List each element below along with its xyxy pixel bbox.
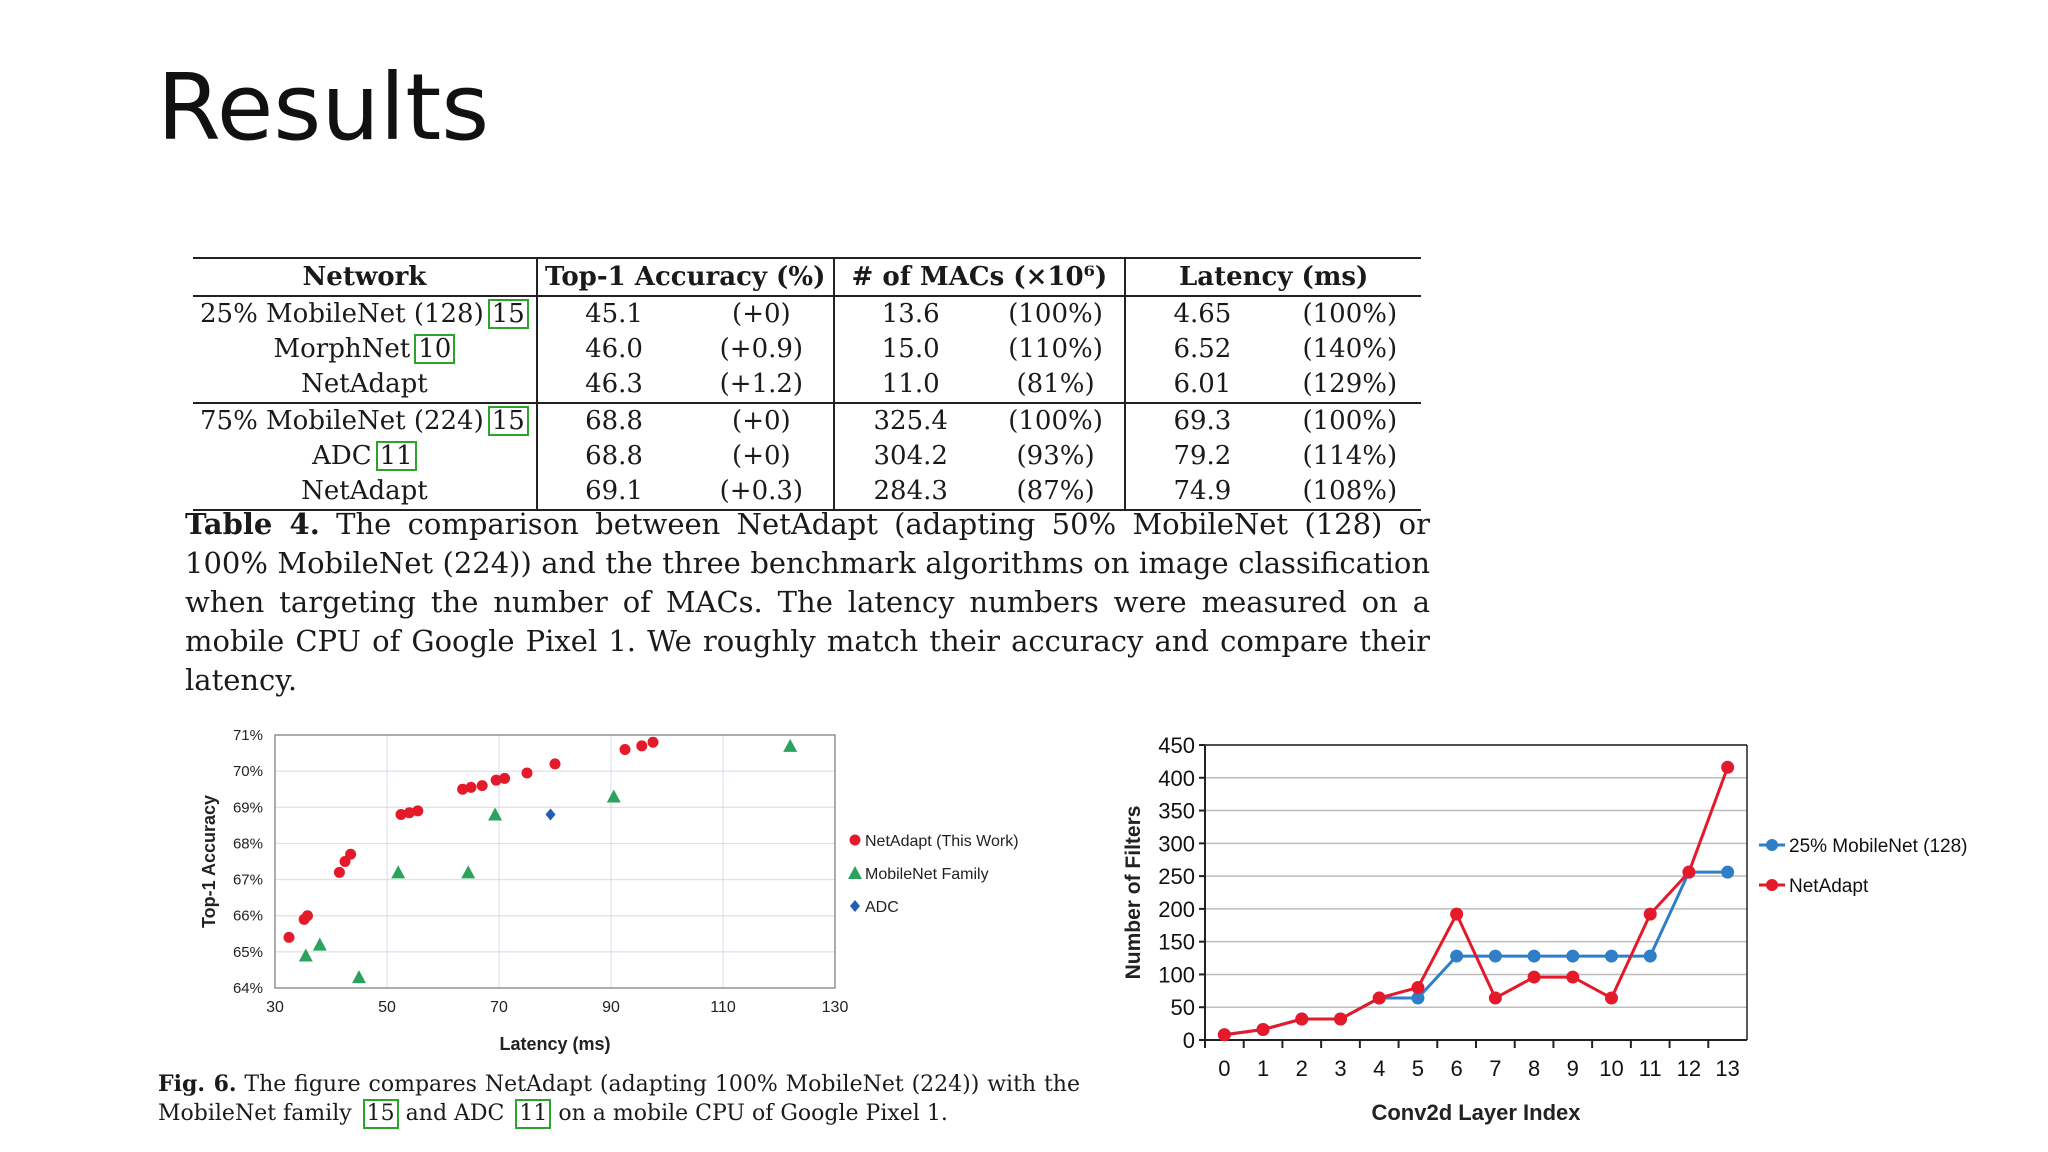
series-point — [1605, 992, 1618, 1005]
cell-lat — [1125, 403, 1278, 439]
series-point — [1450, 908, 1463, 921]
y-tick-label: 300 — [1158, 831, 1195, 857]
cell-value: NetAdapt — [301, 476, 428, 506]
cell-value: (129%) — [1302, 369, 1398, 399]
series-point — [1644, 950, 1657, 963]
figure-ref-15[interactable]: 15 — [363, 1099, 399, 1129]
cell-value: (+0) — [732, 299, 791, 329]
cell-value: (+0) — [732, 441, 791, 471]
series-point — [1295, 1013, 1308, 1026]
figure-caption — [158, 1070, 1080, 1129]
cell-lat — [1125, 367, 1278, 403]
filters-per-layer-chart — [1100, 720, 2020, 1130]
figure-caption-text-3: on a mobile CPU of Google Pixel 1. — [551, 1101, 948, 1126]
citation-link[interactable]: 10 — [414, 334, 455, 364]
x-tick-label: 90 — [602, 999, 620, 1016]
cell-macs — [834, 367, 987, 403]
scatter-point — [550, 758, 561, 769]
cell-value: 6.52 — [1173, 334, 1232, 364]
series-point — [1528, 950, 1541, 963]
cell-value: (110%) — [1008, 334, 1103, 364]
legend-label: ADC — [865, 899, 899, 916]
scatter-point — [546, 809, 556, 821]
plot-frame — [275, 735, 835, 988]
series-point — [1721, 866, 1734, 879]
cell-acc-delta — [690, 296, 833, 332]
cell-value: 11.0 — [881, 369, 940, 399]
legend-marker — [1766, 879, 1778, 891]
cell-acc-delta — [690, 332, 833, 367]
x-axis-label: Latency (ms) — [499, 1034, 611, 1054]
cell-value: 79.2 — [1173, 441, 1232, 471]
scatter-point — [648, 737, 659, 748]
cell-acc-delta — [690, 403, 833, 439]
cell-value: 304.2 — [873, 441, 948, 471]
x-tick-label: 12 — [1676, 1056, 1702, 1081]
scatter-point — [477, 780, 488, 791]
cell-macs — [834, 332, 987, 367]
cell-value: MorphNet — [273, 334, 411, 364]
table-caption — [185, 505, 1430, 700]
cell-value: (100%) — [1302, 406, 1398, 436]
cell-lat — [1125, 332, 1278, 367]
cell-value: 6.01 — [1173, 369, 1232, 399]
scatter-point — [352, 970, 366, 983]
x-tick-label: 7 — [1489, 1056, 1502, 1081]
scatter-point — [636, 740, 647, 751]
table-header-row — [193, 258, 1421, 296]
cell-macs-pct — [987, 367, 1125, 403]
y-tick-label: 200 — [1158, 896, 1195, 922]
legend-label: 25% MobileNet (128) — [1789, 836, 1968, 857]
x-tick-label: 13 — [1715, 1056, 1740, 1081]
cell-value: ADC — [312, 441, 372, 471]
table-row — [193, 403, 1421, 439]
scatter-point — [313, 938, 327, 951]
y-tick-label: 68% — [232, 835, 263, 853]
y-tick-label: 50 — [1170, 995, 1195, 1021]
y-tick-label: 67% — [232, 871, 263, 889]
figure-caption-text-1: The figure compares NetAdapt (adapting 100% MobileNet (224)) with the MobileNet family — [158, 1072, 1080, 1126]
cell-acc-delta — [690, 367, 833, 403]
legend-label: MobileNet Family — [865, 866, 989, 883]
cell-value: 46.0 — [585, 334, 643, 364]
series-point — [1721, 761, 1734, 774]
cell-value: 74.9 — [1173, 476, 1232, 506]
scatter-point — [783, 739, 797, 752]
x-tick-label: 11 — [1638, 1056, 1662, 1081]
cell-value: (100%) — [1008, 406, 1103, 436]
table-row — [193, 332, 1421, 367]
header-accuracy: Top-1 Accuracy (%) — [537, 258, 834, 296]
y-axis-label: Top-1 Accuracy — [199, 794, 219, 929]
x-tick-label: 50 — [378, 999, 396, 1016]
cell-acc — [537, 367, 690, 403]
cell-value: 25% MobileNet (128) — [199, 299, 484, 329]
scatter-point — [488, 808, 502, 821]
y-axis-label: Number of Filters — [1122, 805, 1145, 980]
legend-label: NetAdapt (This Work) — [865, 833, 1019, 850]
table-body — [193, 296, 1421, 510]
x-tick-label: 1 — [1256, 1056, 1270, 1081]
cell-value: (140%) — [1302, 334, 1398, 364]
table-row — [193, 439, 1421, 474]
x-tick-label: 8 — [1527, 1056, 1541, 1081]
y-tick-label: 66% — [232, 907, 263, 925]
cell-value: 75% MobileNet (224) — [199, 406, 484, 436]
cell-value: (114%) — [1302, 441, 1398, 471]
y-tick-label: 0 — [1182, 1028, 1195, 1053]
cell-lat-pct — [1279, 403, 1421, 439]
cell-value: 4.65 — [1173, 299, 1232, 329]
series-point — [1605, 950, 1618, 963]
series-point — [1682, 866, 1695, 879]
series-point — [1411, 981, 1424, 994]
series-point — [1489, 950, 1502, 963]
x-tick-label: 9 — [1566, 1056, 1579, 1081]
scatter-svg — [150, 720, 1050, 1060]
series-point — [1373, 992, 1386, 1005]
x-tick-label: 130 — [821, 999, 849, 1016]
cell-value: (+0) — [732, 406, 791, 436]
y-tick-label: 64% — [232, 980, 263, 997]
x-tick-label: 5 — [1411, 1056, 1425, 1081]
cell-network — [193, 296, 537, 332]
scatter-point — [461, 865, 475, 878]
scatter-point — [522, 767, 533, 778]
scatter-point — [391, 865, 405, 878]
cell-value: 46.3 — [585, 369, 643, 399]
cell-value: 15.0 — [881, 334, 940, 364]
cell-value: 68.8 — [585, 441, 643, 471]
cell-acc — [537, 296, 690, 332]
cell-macs-pct — [987, 403, 1125, 439]
x-tick-label: 2 — [1295, 1056, 1308, 1081]
table-caption-label: Table 4. — [185, 507, 320, 541]
scatter-point — [299, 948, 313, 961]
cell-value: NetAdapt — [301, 369, 428, 399]
x-tick-label: 10 — [1599, 1056, 1624, 1081]
x-tick-label: 70 — [490, 999, 508, 1016]
cell-value: (+1.2) — [719, 369, 804, 399]
x-tick-label: 0 — [1218, 1056, 1231, 1081]
table-row — [193, 367, 1421, 403]
citation-link[interactable]: 15 — [488, 299, 529, 329]
y-tick-label: 250 — [1158, 864, 1195, 890]
cell-value: 325.4 — [873, 406, 948, 436]
scatter-point — [412, 805, 423, 816]
cell-macs-pct — [987, 296, 1125, 332]
cell-network — [193, 332, 537, 367]
cell-value: 69.1 — [585, 476, 643, 506]
cell-lat — [1125, 296, 1278, 332]
cell-acc — [537, 439, 690, 474]
figure-ref-11[interactable]: 11 — [515, 1099, 551, 1129]
y-tick-label: 70% — [232, 763, 263, 781]
x-tick-label: 6 — [1450, 1056, 1463, 1081]
series-point — [1334, 1013, 1347, 1026]
x-tick-label: 30 — [266, 999, 284, 1016]
cell-value: 284.3 — [873, 476, 948, 506]
header-latency: Latency (ms) — [1125, 258, 1421, 296]
cell-acc — [537, 332, 690, 367]
y-tick-label: 100 — [1158, 962, 1195, 988]
line-svg — [1100, 720, 2020, 1130]
series-point — [1218, 1028, 1231, 1041]
y-tick-label: 450 — [1158, 733, 1195, 758]
table-caption-text: The comparison between NetAdapt (adapting 50% MobileNet (128) or 100% MobileNet (224)) and the three benchmark algorithms on image classification when targeting the number of MACs. The latency numbers were measured on a mobile CPU of Google Pixel 1. We roughly match their accuracy and compare their latency. — [185, 507, 1430, 697]
series-line — [1224, 767, 1727, 1034]
scatter-point — [334, 867, 345, 878]
series-point — [1566, 971, 1579, 984]
scatter-point — [284, 932, 295, 943]
cell-value: (87%) — [1016, 476, 1095, 506]
cell-value: 68.8 — [585, 406, 643, 436]
figure-caption-text-2: and ADC — [398, 1101, 512, 1126]
legend-marker — [1766, 839, 1778, 851]
cell-lat-pct — [1279, 332, 1421, 367]
table-row — [193, 296, 1421, 332]
x-tick-label: 3 — [1334, 1056, 1347, 1081]
results-table — [193, 257, 1421, 511]
cell-acc-delta — [690, 439, 833, 474]
y-tick-label: 69% — [232, 799, 263, 817]
cell-value: (+0.9) — [719, 334, 804, 364]
cell-value: (100%) — [1008, 299, 1103, 329]
cell-value: (81%) — [1016, 369, 1095, 399]
series-point — [1257, 1023, 1270, 1036]
x-tick-label: 4 — [1373, 1056, 1386, 1081]
cell-network — [193, 439, 537, 474]
cell-value: 13.6 — [881, 299, 940, 329]
cell-lat-pct — [1279, 439, 1421, 474]
figure-caption-label: Fig. 6. — [158, 1071, 237, 1097]
cell-macs-pct — [987, 439, 1125, 474]
header-macs: # of MACs (×10⁶) — [834, 258, 1126, 296]
header-network: Network — [193, 258, 537, 296]
cell-acc — [537, 403, 690, 439]
cell-value: (108%) — [1302, 476, 1398, 506]
series-point — [1566, 950, 1579, 963]
cell-value: 45.1 — [585, 299, 643, 329]
cell-network — [193, 403, 537, 439]
y-tick-label: 400 — [1158, 765, 1195, 791]
citation-link[interactable]: 15 — [488, 406, 529, 436]
scatter-point — [607, 789, 621, 802]
scatter-point — [499, 773, 510, 784]
series-point — [1528, 971, 1541, 984]
cell-value: (100%) — [1302, 299, 1398, 329]
cell-macs — [834, 403, 987, 439]
cell-lat — [1125, 439, 1278, 474]
cell-lat-pct — [1279, 296, 1421, 332]
legend-marker — [850, 900, 860, 912]
series-point — [1450, 950, 1463, 963]
scatter-point — [466, 782, 477, 793]
y-tick-label: 150 — [1158, 929, 1195, 955]
scatter-point — [345, 849, 356, 860]
cell-macs — [834, 439, 987, 474]
scatter-point — [302, 910, 313, 921]
accuracy-latency-scatter-chart — [150, 720, 1050, 1060]
cell-value: (93%) — [1016, 441, 1095, 471]
citation-link[interactable]: 11 — [376, 441, 417, 471]
legend-marker — [848, 866, 862, 879]
cell-lat-pct — [1279, 367, 1421, 403]
y-tick-label: 71% — [232, 727, 263, 744]
slide-title: Results — [157, 54, 490, 161]
x-axis-label: Conv2d Layer Index — [1371, 1100, 1581, 1125]
cell-value: 69.3 — [1173, 406, 1232, 436]
scatter-point — [620, 744, 631, 755]
legend-label: NetAdapt — [1789, 876, 1869, 897]
cell-network — [193, 367, 537, 403]
legend-marker — [850, 835, 861, 846]
x-tick-label: 110 — [710, 999, 736, 1016]
y-tick-label: 65% — [232, 943, 263, 961]
cell-value: (+0.3) — [719, 476, 804, 506]
series-point — [1644, 908, 1657, 921]
results-table-container — [193, 257, 1421, 511]
cell-macs — [834, 296, 987, 332]
series-point — [1489, 992, 1502, 1005]
cell-macs-pct — [987, 332, 1125, 367]
y-tick-label: 350 — [1158, 798, 1195, 824]
